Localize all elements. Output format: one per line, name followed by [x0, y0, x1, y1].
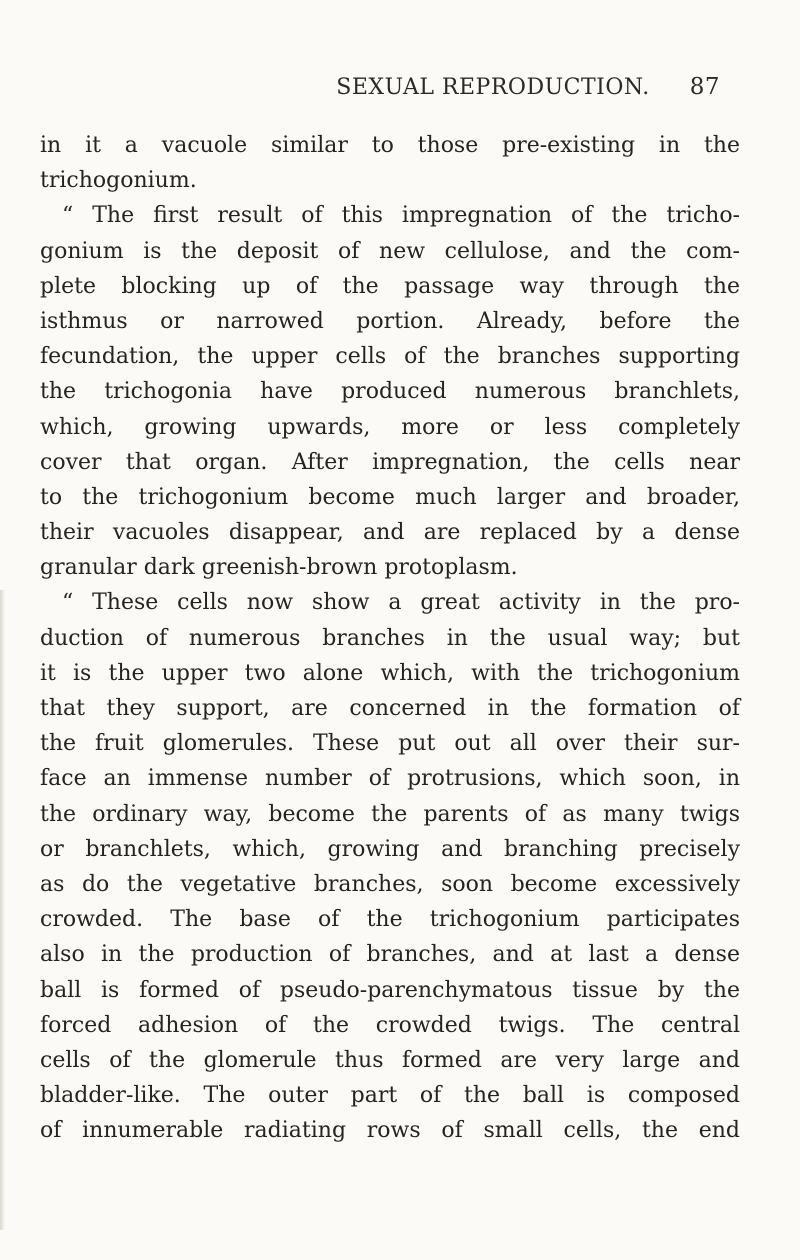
text-line: it is the upper two alone which, with the trichogonium: [40, 660, 740, 686]
text-line: gonium is the deposit of new cellulose, and the com-: [40, 238, 740, 264]
text-line: isthmus or narrowed portion. Already, before the: [40, 308, 740, 334]
text-line: to the trichogonium become much larger and broader,: [40, 484, 740, 510]
text-line: “ The first result of this impregnation of the tricho-: [62, 203, 740, 229]
text-line: cells of the glomerule thus formed are very large and: [40, 1047, 740, 1073]
text-line: fecundation, the upper cells of the branches supporting: [40, 344, 740, 370]
page-number: 87: [689, 74, 720, 100]
text-line: or branchlets, which, growing and branching precisely: [40, 836, 740, 862]
text-line: cover that organ. After impregnation, the cells near: [40, 449, 740, 475]
running-header: [40, 74, 720, 114]
text-line: of innumerable radiating rows of small cells, the end: [40, 1118, 740, 1144]
text-line: as do the vegetative branches, soon become excessively: [40, 871, 740, 897]
text-line: forced adhesion of the crowded twigs. The central: [40, 1012, 740, 1038]
text-line: also in the production of branches, and at last a dense: [40, 942, 740, 968]
text-line: granular dark greenish-brown protoplasm.: [40, 555, 518, 581]
text-line: face an immense number of protrusions, which soon, in: [40, 766, 740, 792]
text-line: that they support, are concerned in the formation of: [40, 696, 740, 721]
text-line: trichogonium.: [40, 168, 197, 194]
text-line: which, growing upwards, more or less completely: [40, 414, 740, 440]
body-text: [40, 128, 740, 1148]
text-line: the trichogonia have produced numerous branchlets,: [40, 379, 740, 405]
text-line: their vacuoles disappear, and are replaced by a dense: [40, 520, 740, 546]
text-line: duction of numerous branches in the usual way; but: [40, 625, 740, 651]
text-line: “ These cells now show a great activity in the pro-: [62, 590, 740, 616]
text-line: the ordinary way, become the parents of as many twigs: [40, 801, 740, 827]
text-line: bladder-like. The outer part of the ball is composed: [40, 1083, 740, 1109]
text-line: crowded. The base of the trichogonium participates: [40, 907, 740, 933]
page-edge-shadow: [0, 590, 5, 1230]
running-title: SEXUAL REPRODUCTION.: [336, 75, 650, 100]
text-line: in it a vacuole similar to those pre-existing in the: [40, 133, 740, 158]
text-line: the fruit glomerules. These put out all over their sur-: [40, 731, 740, 757]
text-line: ball is formed of pseudo-parenchymatous tissue by the: [40, 977, 740, 1003]
text-line: plete blocking up of the passage way through the: [40, 273, 740, 299]
